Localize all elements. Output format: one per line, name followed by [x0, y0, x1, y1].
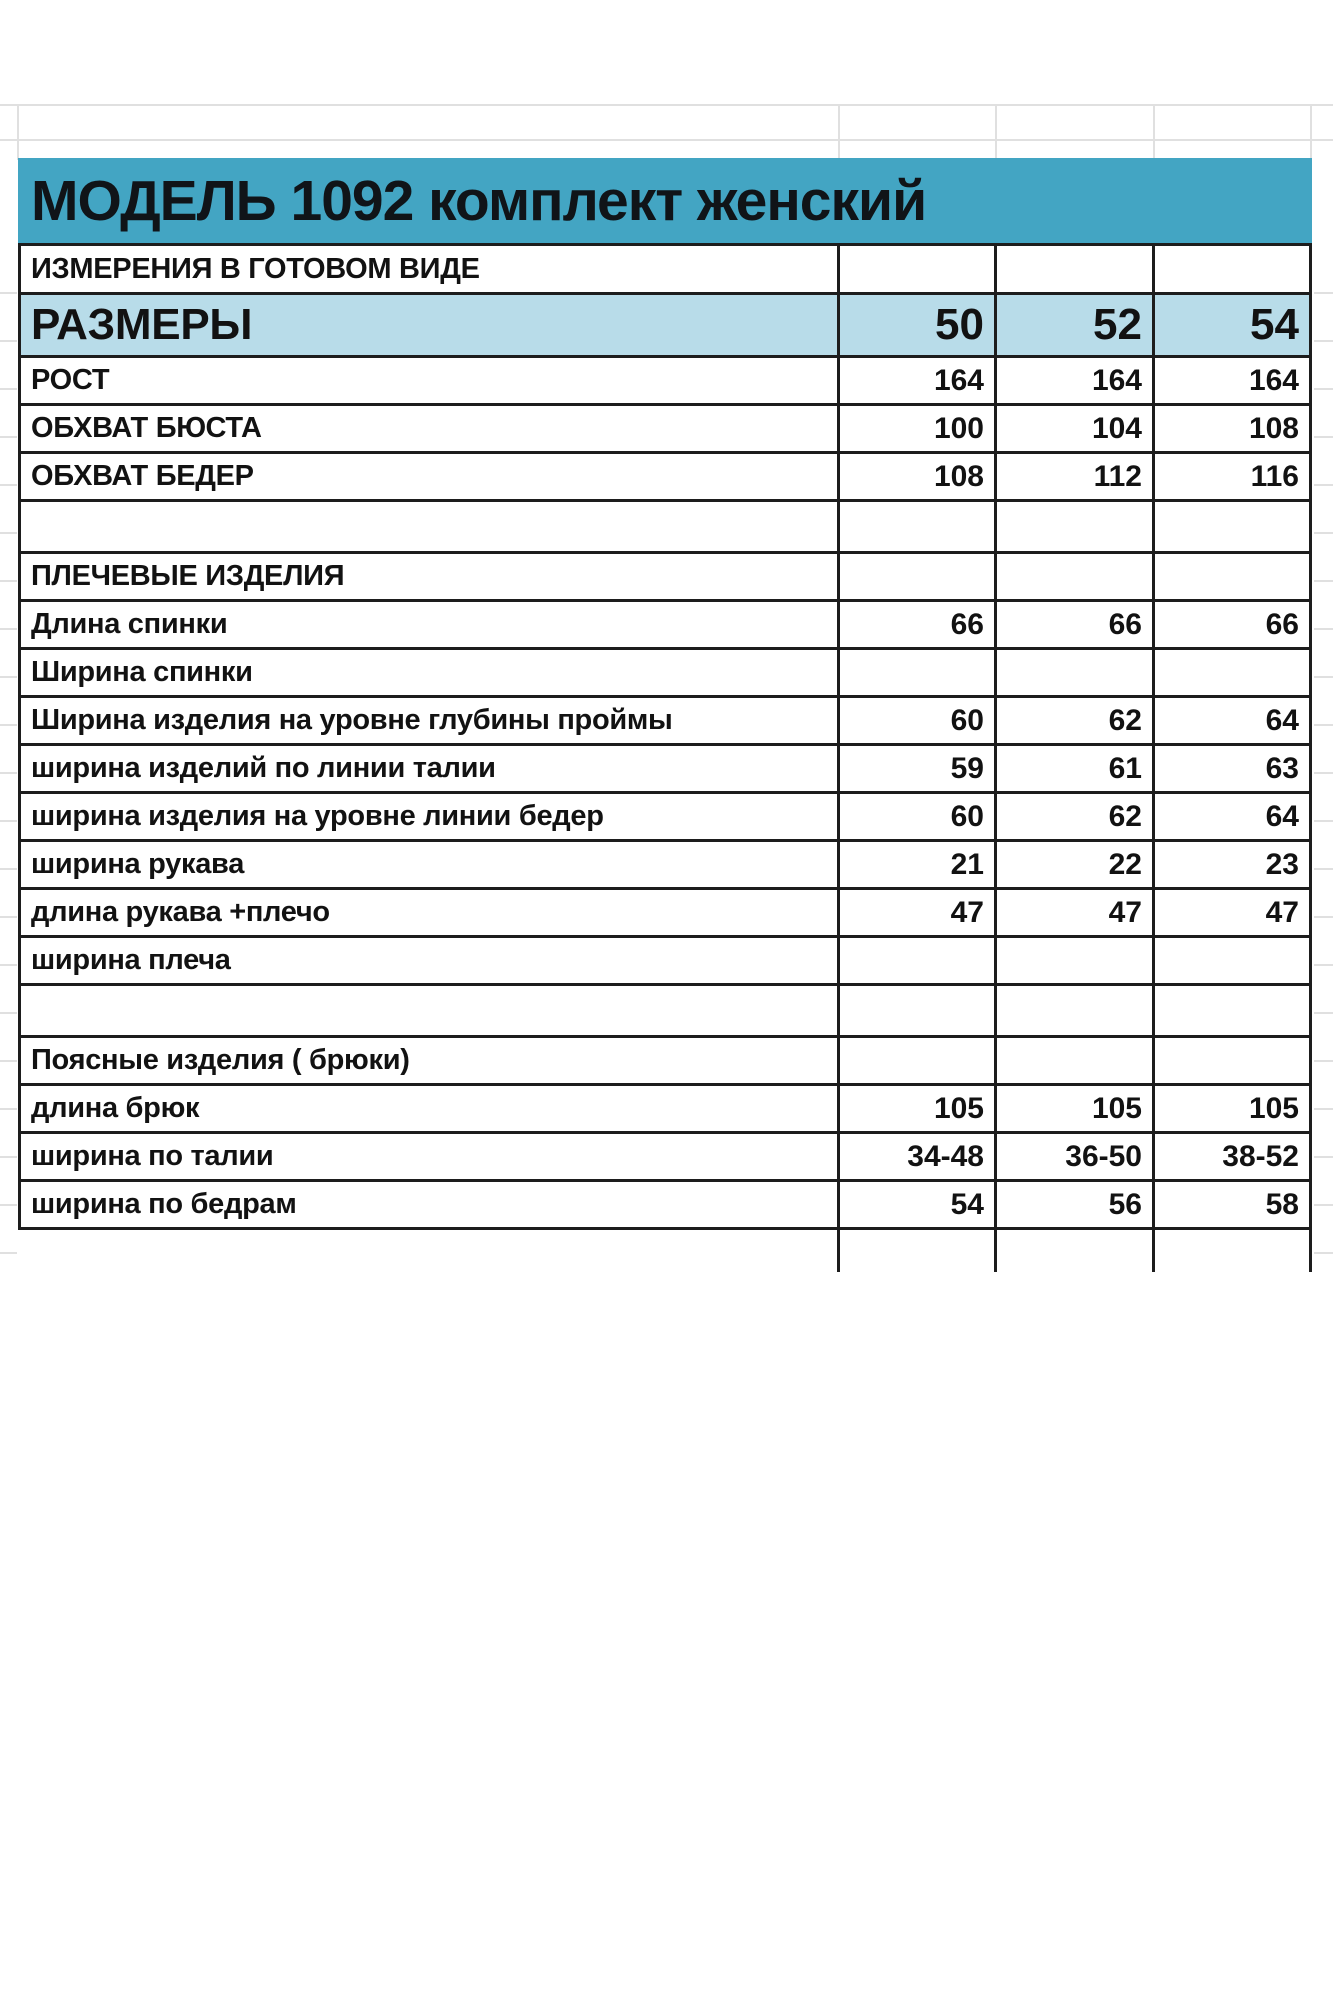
- sizes-header-row: [18, 295, 1312, 358]
- sheet-gridline: [0, 139, 1333, 141]
- sheet-gridline: [995, 104, 997, 160]
- value-cell-size-52[interactable]: [997, 938, 1155, 983]
- value-cell-size-52[interactable]: 105: [997, 1086, 1155, 1131]
- table-row: [18, 358, 1312, 406]
- value-cell-size-50[interactable]: 105: [840, 1086, 997, 1131]
- section-row: [18, 554, 1312, 602]
- value-cell-size-50[interactable]: 100: [840, 406, 997, 451]
- value-cell-size-50[interactable]: 66: [840, 602, 997, 647]
- value-cell-size-50[interactable]: [840, 554, 997, 599]
- value-cell-size-54[interactable]: 64: [1155, 794, 1312, 839]
- row-label-cell[interactable]: ширина по бедрам: [18, 1182, 840, 1227]
- value-cell-size-50: [840, 1230, 997, 1272]
- row-label-cell[interactable]: Поясные изделия ( брюки): [18, 1038, 840, 1083]
- row-label-cell[interactable]: РОСТ: [18, 358, 840, 403]
- value-cell-size-54[interactable]: 64: [1155, 698, 1312, 743]
- value-cell-size-50[interactable]: [840, 938, 997, 983]
- value-cell-size-52[interactable]: [997, 986, 1155, 1035]
- value-cell-size-54[interactable]: 38-52: [1155, 1134, 1312, 1179]
- value-cell-size-54[interactable]: 23: [1155, 842, 1312, 887]
- value-cell-size-52[interactable]: 62: [997, 794, 1155, 839]
- row-label-cell[interactable]: ИЗМЕРЕНИЯ В ГОТОВОМ ВИДЕ: [18, 246, 840, 292]
- value-cell-size-52[interactable]: 66: [997, 602, 1155, 647]
- table-row: [18, 602, 1312, 650]
- value-cell-size-54[interactable]: [1155, 938, 1312, 983]
- value-cell-size-54[interactable]: 58: [1155, 1182, 1312, 1227]
- sizes-label-cell[interactable]: РАЗМЕРЫ: [18, 295, 840, 355]
- table-title-cell[interactable]: МОДЕЛЬ 1092 комплект женский: [18, 158, 1312, 243]
- row-label-cell[interactable]: Ширина спинки: [18, 650, 840, 695]
- value-cell-size-54: [1155, 1230, 1312, 1272]
- value-cell-size-52[interactable]: 47: [997, 890, 1155, 935]
- value-cell-size-52[interactable]: 112: [997, 454, 1155, 499]
- sheet-gridline: [838, 104, 840, 160]
- value-cell-size-50[interactable]: 59: [840, 746, 997, 791]
- value-cell-size-52[interactable]: [997, 650, 1155, 695]
- empty-row: [18, 986, 1312, 1038]
- sheet-gridline: [1153, 104, 1155, 160]
- value-cell-size-54[interactable]: 66: [1155, 602, 1312, 647]
- size-52-header-cell[interactable]: 52: [997, 295, 1155, 355]
- table-row: [18, 890, 1312, 938]
- row-label-cell[interactable]: ОБХВАТ БЕДЕР: [18, 454, 840, 499]
- grid-stub-row: [18, 1230, 1312, 1272]
- size-chart-table: [18, 158, 1312, 1272]
- value-cell-size-54[interactable]: 164: [1155, 358, 1312, 403]
- table-row: [18, 698, 1312, 746]
- row-label-cell[interactable]: [18, 502, 840, 551]
- value-cell-size-54[interactable]: 108: [1155, 406, 1312, 451]
- value-cell-size-54[interactable]: [1155, 246, 1312, 292]
- value-cell-size-50[interactable]: [840, 986, 997, 1035]
- row-label-cell[interactable]: ширина изделия на уровне линии бедер: [18, 794, 840, 839]
- table-row: [18, 1182, 1312, 1230]
- row-label-cell[interactable]: [18, 986, 840, 1035]
- sheet-gridline: [1310, 104, 1312, 160]
- value-cell-size-50[interactable]: 47: [840, 890, 997, 935]
- sheet-gridline: [0, 104, 1333, 106]
- row-label-cell[interactable]: ОБХВАТ БЮСТА: [18, 406, 840, 451]
- table-body: [18, 243, 1312, 1272]
- value-cell-size-52[interactable]: 36-50: [997, 1134, 1155, 1179]
- value-cell-size-54[interactable]: [1155, 650, 1312, 695]
- sheet-gridline: [17, 104, 19, 160]
- section-row: [18, 1038, 1312, 1086]
- table-row: [18, 938, 1312, 986]
- value-cell-size-50[interactable]: [840, 502, 997, 551]
- value-cell-size-52[interactable]: 22: [997, 842, 1155, 887]
- row-label-cell: [18, 1230, 840, 1272]
- value-cell-size-50[interactable]: [840, 246, 997, 292]
- value-cell-size-50[interactable]: [840, 650, 997, 695]
- sheet-gridline: [0, 246, 17, 1274]
- value-cell-size-52[interactable]: [997, 502, 1155, 551]
- value-cell-size-50[interactable]: 164: [840, 358, 997, 403]
- value-cell-size-54[interactable]: 116: [1155, 454, 1312, 499]
- row-label-cell[interactable]: длина брюк: [18, 1086, 840, 1131]
- row-label-cell[interactable]: ширина по талии: [18, 1134, 840, 1179]
- row-label-cell[interactable]: ПЛЕЧЕВЫЕ ИЗДЕЛИЯ: [18, 554, 840, 599]
- row-label-cell[interactable]: ширина рукава: [18, 842, 840, 887]
- value-cell-size-50[interactable]: 54: [840, 1182, 997, 1227]
- table-row: [18, 650, 1312, 698]
- value-cell-size-50[interactable]: [840, 1038, 997, 1083]
- table-row: [18, 1086, 1312, 1134]
- sheet-gridline: [1314, 246, 1333, 1274]
- size-50-header-cell[interactable]: 50: [840, 295, 997, 355]
- table-row: [18, 1134, 1312, 1182]
- value-cell-size-54[interactable]: [1155, 986, 1312, 1035]
- row-label-cell[interactable]: ширина изделий по линии талии: [18, 746, 840, 791]
- table-row: [18, 794, 1312, 842]
- value-cell-size-52[interactable]: [997, 246, 1155, 292]
- value-cell-size-52[interactable]: 56: [997, 1182, 1155, 1227]
- row-label-cell[interactable]: длина рукава +плечо: [18, 890, 840, 935]
- value-cell-size-52: [997, 1230, 1155, 1272]
- value-cell-size-50[interactable]: 60: [840, 698, 997, 743]
- value-cell-size-52[interactable]: 62: [997, 698, 1155, 743]
- value-cell-size-50[interactable]: 60: [840, 794, 997, 839]
- value-cell-size-54[interactable]: [1155, 1038, 1312, 1083]
- value-cell-size-52[interactable]: 104: [997, 406, 1155, 451]
- value-cell-size-50[interactable]: 108: [840, 454, 997, 499]
- row-label-cell[interactable]: Ширина изделия на уровне глубины проймы: [18, 698, 840, 743]
- table-row: [18, 454, 1312, 502]
- row-label-cell[interactable]: ширина плеча: [18, 938, 840, 983]
- value-cell-size-52[interactable]: [997, 554, 1155, 599]
- value-cell-size-54[interactable]: 105: [1155, 1086, 1312, 1131]
- table-row: [18, 406, 1312, 454]
- value-cell-size-54[interactable]: [1155, 554, 1312, 599]
- value-cell-size-50[interactable]: 34-48: [840, 1134, 997, 1179]
- row-label-cell[interactable]: Длина спинки: [18, 602, 840, 647]
- value-cell-size-50[interactable]: 21: [840, 842, 997, 887]
- value-cell-size-54[interactable]: 63: [1155, 746, 1312, 791]
- value-cell-size-52[interactable]: 164: [997, 358, 1155, 403]
- value-cell-size-54[interactable]: [1155, 502, 1312, 551]
- size-54-header-cell[interactable]: 54: [1155, 295, 1312, 355]
- value-cell-size-52[interactable]: 61: [997, 746, 1155, 791]
- value-cell-size-54[interactable]: 47: [1155, 890, 1312, 935]
- table-row: [18, 842, 1312, 890]
- value-cell-size-52[interactable]: [997, 1038, 1155, 1083]
- table-row: [18, 746, 1312, 794]
- subtitle-row: [18, 246, 1312, 295]
- empty-row: [18, 502, 1312, 554]
